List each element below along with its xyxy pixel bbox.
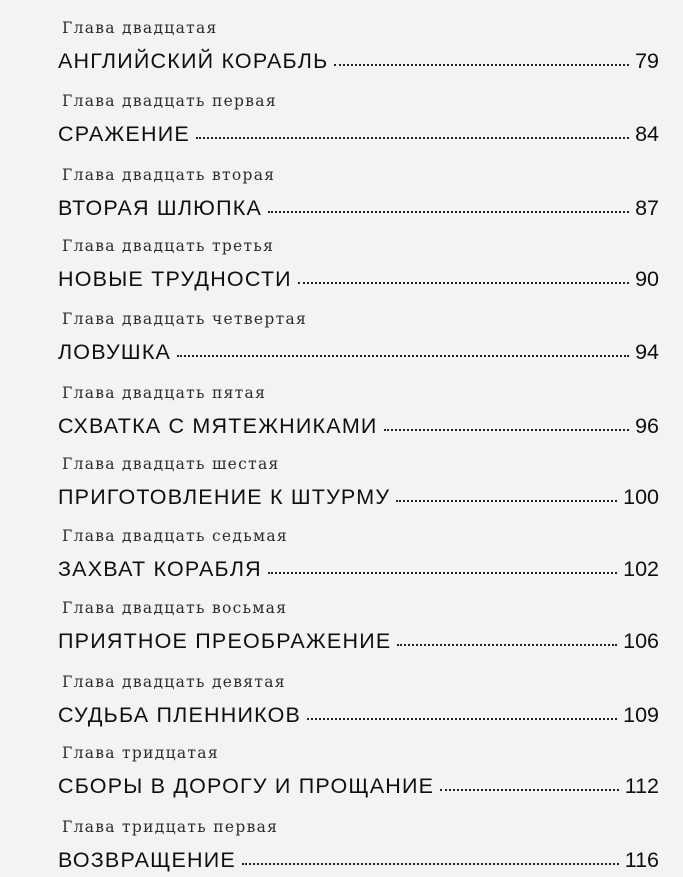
chapter-title: СУДЬБА ПЛЕННИКОВ [58,703,302,727]
chapter-title: СБОРЫ В ДОРОГУ И ПРОЩАНИЕ [58,774,435,798]
chapter-label: Глава двадцатая [62,19,218,37]
dot-leader [268,572,617,574]
page-number: 79 [635,49,659,73]
toc-title-line [58,411,659,441]
toc-title-line [58,700,659,730]
page-number: 106 [623,629,659,653]
chapter-title: ПРИЯТНОЕ ПРЕОБРАЖЕНИЕ [58,629,392,653]
dot-leader [440,789,619,791]
chapter-title: АНГЛИЙСКИЙ КОРАБЛЬ [58,49,329,73]
toc-entry [58,743,660,803]
chapter-label: Глава двадцать восьмая [62,599,288,617]
toc-entry [58,817,660,877]
page-number: 112 [624,774,659,798]
chapter-title: ЗАХВАТ КОРАБЛЯ [58,557,262,581]
chapter-title: ЛОВУШКА [58,340,172,364]
chapter-label: Глава тридцатая [62,744,219,762]
page-number: 96 [635,414,659,438]
chapter-title: ПРИГОТОВЛЕНИЕ К ШТУРМУ [58,485,391,509]
toc-entry [58,598,660,658]
chapter-title: НОВЫЕ ТРУДНОСТИ [58,267,292,291]
dot-leader [384,429,629,431]
dot-leader [307,718,617,720]
chapter-label: Глава двадцать шестая [62,455,280,473]
dot-leader [242,863,619,865]
toc-entry [58,236,660,296]
toc-title-line [58,119,659,149]
dot-leader [196,137,629,139]
dot-leader [396,500,617,502]
toc-entry [58,672,660,732]
chapter-title: ВОЗВРАЩЕНИЕ [58,848,236,872]
chapter-label: Глава тридцать первая [62,818,279,836]
chapter-title: СРАЖЕНИЕ [58,122,190,146]
toc-title-line [58,337,659,367]
page-number: 109 [623,703,659,727]
chapter-title: СХВАТКА С МЯТЕЖНИКАМИ [58,414,378,438]
toc-title-line [58,193,659,223]
toc-entry [58,309,660,369]
page-number: 100 [623,485,659,509]
page-number: 102 [623,557,659,581]
dot-leader [177,355,629,357]
page-number: 94 [635,340,659,364]
dot-leader [268,211,629,213]
chapter-label: Глава двадцать девятая [62,673,286,691]
chapter-label: Глава двадцать третья [62,237,275,255]
dot-leader [397,644,617,646]
page-number: 87 [635,196,659,220]
toc-title-line [58,626,659,656]
toc-title-line [58,771,659,801]
chapter-label: Глава двадцать вторая [62,166,276,184]
toc-entry [58,18,660,78]
page-number: 116 [624,848,659,872]
toc-title-line [58,46,659,76]
chapter-label: Глава двадцать первая [62,92,277,110]
toc-entry [58,91,660,151]
toc-title-line [58,482,659,512]
toc-entry [58,454,660,514]
toc-entry [58,165,660,225]
chapter-label: Глава двадцать четвертая [62,310,308,328]
chapter-label: Глава двадцать пятая [62,384,267,402]
chapter-label: Глава двадцать седьмая [62,527,288,545]
toc-entry [58,526,660,586]
page-number: 90 [635,267,659,291]
dot-leader [298,282,629,284]
toc-title-line [58,845,659,875]
page-number: 84 [635,122,659,146]
toc-title-line [58,264,659,294]
dot-leader [334,64,629,66]
toc-title-line [58,554,659,584]
chapter-title: ВТОРАЯ ШЛЮПКА [58,196,262,220]
toc-entry [58,383,660,443]
